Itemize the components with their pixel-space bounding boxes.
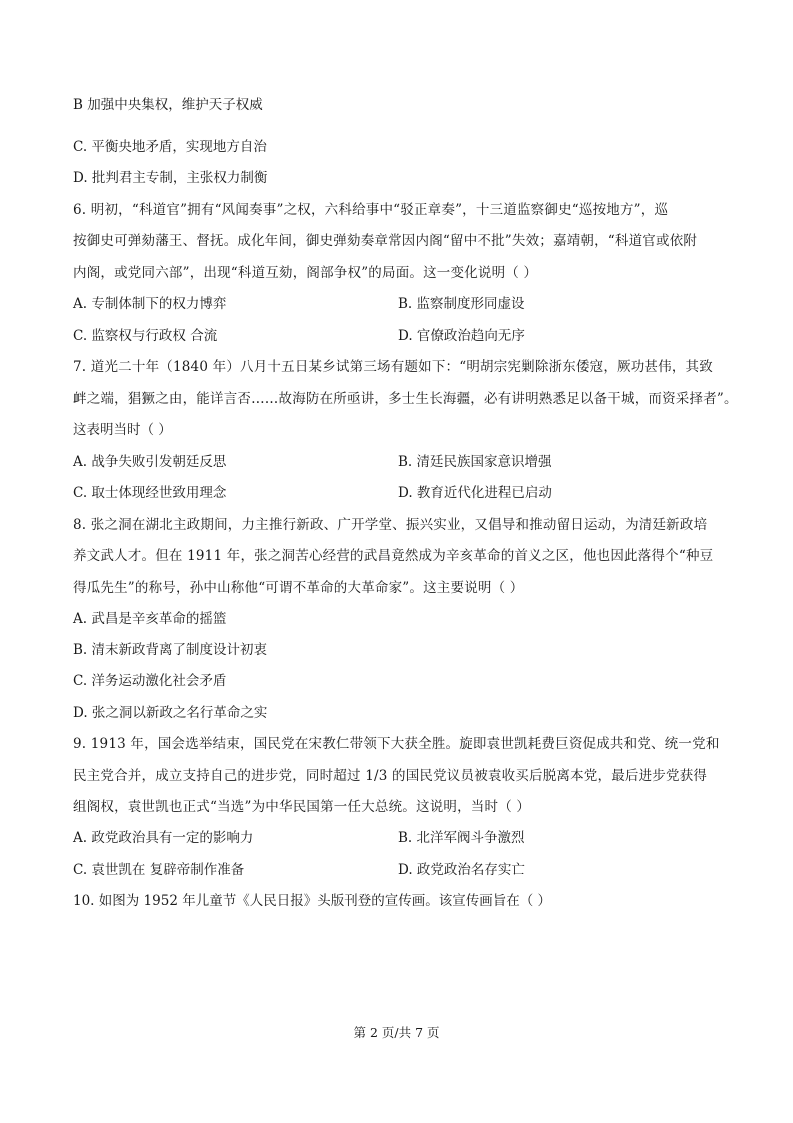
q7-stem-line-2: 衅之端，猖獗之由，能详言否……故海防在所亟讲，多士生长海疆，必有讲明熟悉足以备干城，而资采择者”。 bbox=[73, 391, 738, 407]
q10-stem-line-1: 10. 如图为 1952 年儿童节《人民日报》头版刊登的宣传画。该宣传画旨在（ ） bbox=[73, 893, 551, 909]
q7-stem-line-1: 7. 道光二十年（1840 年）八月十五日某乡试第三场有题如下：“明胡宗宪剿除浙东倭寇，厥功甚伟，其致 bbox=[73, 359, 713, 375]
q5-option-d: D. 批判君主专制，主张权力制衡 bbox=[73, 170, 268, 186]
q9-stem-line-2: 民主党合并，成立支持自己的进步党，同时超过 1/3 的国民党议员被袁收买后脱离本党，最后进步党获得 bbox=[73, 768, 708, 784]
q7-option-b: B. 清廷民族国家意识增强 bbox=[398, 454, 552, 470]
q7-stem-line-3: 这表明当时（ ） bbox=[73, 422, 172, 438]
q7-option-c: C. 取士体现经世致用理念 bbox=[73, 485, 227, 501]
q8-option-a: A. 武昌是辛亥革命的摇篮 bbox=[73, 611, 227, 627]
q6-option-c: C. 监察权与行政权 合流 bbox=[73, 328, 218, 344]
q6-stem-line-1: 6. 明初，“科道官”拥有“风闻奏事”之权，六科给事中“驳正章奏”，十三道监察御史“巡按地方”，巡 bbox=[73, 202, 669, 218]
q5-option-c: C. 平衡央地矛盾，实现地方自治 bbox=[73, 139, 267, 155]
q8-stem-line-3: 得瓜先生”的称号，孙中山称他“可谓不革命的大革命家”。这主要说明（ ） bbox=[73, 580, 524, 596]
q7-option-a: A. 战争失败引发朝廷反思 bbox=[73, 454, 227, 470]
q9-stem-line-1: 9. 1913 年，国会选举结束，国民党在宋教仁带领下大获全胜。旋即袁世凯耗费巨资促成共和党、统一党和 bbox=[73, 736, 720, 752]
q7-option-d: D. 教育近代化进程已启动 bbox=[398, 485, 552, 501]
page-number-footer: 第 2 页/共 7 页 bbox=[353, 1025, 440, 1040]
q9-stem-line-3: 组阁权，袁世凯也正式“当选”为中华民国第一任大总统。这说明，当时（ ） bbox=[73, 799, 531, 815]
q6-stem-line-3: 内阁，或党同六部”，出现“科道互劾，阁部争权”的局面。这一变化说明（ ） bbox=[73, 265, 538, 281]
q9-option-a: A. 政党政治具有一定的影响力 bbox=[73, 830, 254, 846]
q6-stem-line-2: 按御史可弹劾藩王、督抚。成化年间，御史弹劾奏章常因内阁“留中不批”失效；嘉靖朝，“科道官或依附 bbox=[73, 233, 698, 249]
q9-option-c: C. 袁世凯在 复辟帝制作准备 bbox=[73, 862, 245, 878]
q6-option-d: D. 官僚政治趋向无序 bbox=[398, 328, 525, 344]
q8-stem-line-1: 8. 张之洞在湖北主政期间，力主推行新政、广开学堂、振兴实业，又倡导和推动留日运动，为清廷新政培 bbox=[73, 517, 708, 533]
q9-option-d: D. 政党政治名存实亡 bbox=[398, 862, 525, 878]
q5-option-b: B 加强中央集权，维护天子权威 bbox=[73, 97, 263, 113]
q9-option-b: B. 北洋军阀斗争激烈 bbox=[398, 830, 525, 846]
q8-option-d: D. 张之洞以新政之名行革命之实 bbox=[73, 705, 268, 721]
q6-option-b: B. 监察制度形同虚设 bbox=[398, 296, 525, 312]
q8-stem-line-2: 养文武人才。但在 1911 年，张之洞苦心经营的武昌竟然成为辛亥革命的首义之区，他也因此落得个“种豆 bbox=[73, 548, 714, 564]
q6-option-a: A. 专制体制下的权力博弈 bbox=[73, 296, 227, 312]
q8-option-c: C. 洋务运动激化社会矛盾 bbox=[73, 673, 227, 689]
q8-option-b: B. 清末新政背离了制度设计初衷 bbox=[73, 642, 268, 658]
